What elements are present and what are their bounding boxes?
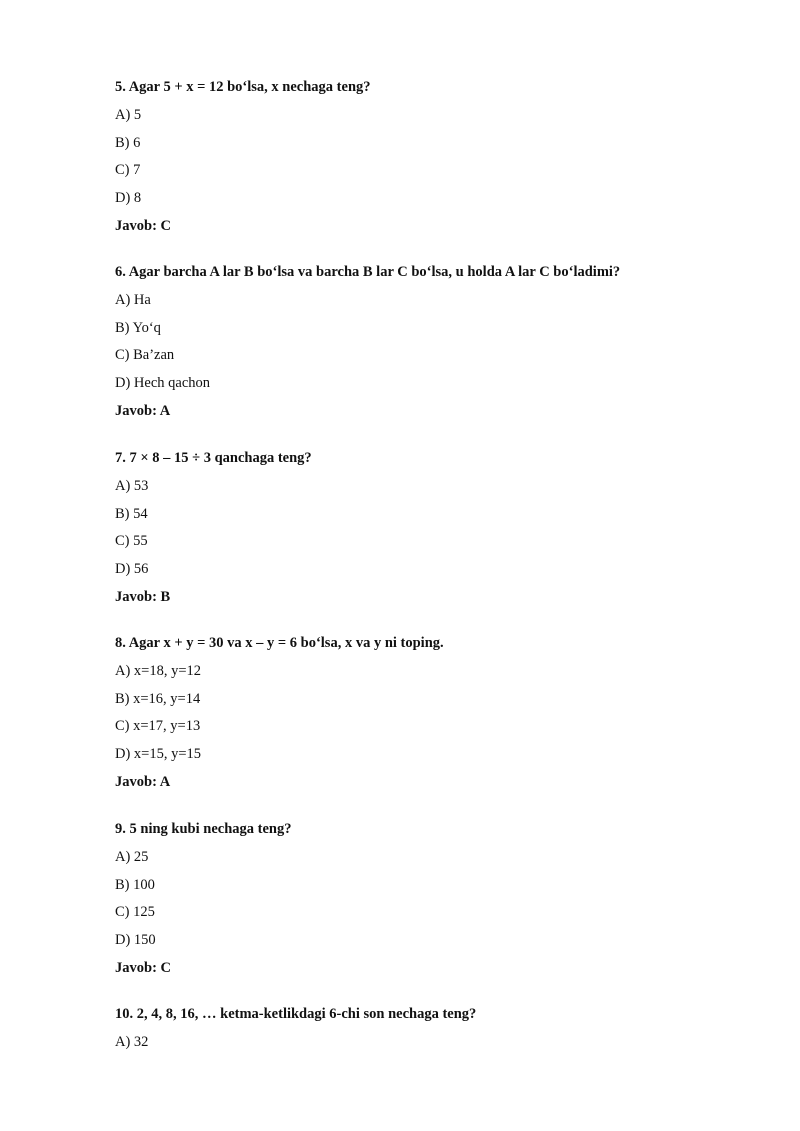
answer-option: A) 53	[115, 477, 149, 494]
answer-option: D) x=15, y=15	[115, 746, 202, 763]
answer-option: B) 54	[115, 505, 148, 522]
answer-option: A) Ha	[115, 291, 151, 308]
correct-answer: Javob: C	[115, 960, 171, 976]
correct-answer: Javob: A	[115, 403, 171, 419]
correct-answer: Javob: C	[115, 218, 171, 234]
answer-option: C) Ba’zan	[115, 347, 175, 364]
question-text: 6. Agar barcha A lar B bo‘lsa va barcha B lar C bo‘lsa, u holda A lar C bo‘ladimi?	[115, 264, 621, 280]
answer-option: C) 125	[115, 904, 155, 921]
answer-option: C) x=17, y=13	[115, 718, 201, 735]
question-text: 10. 2, 4, 8, 16, … ketma-ketlikdagi 6-chi son nechaga teng?	[115, 1006, 477, 1022]
answer-option: A) 32	[115, 1033, 149, 1050]
correct-answer: Javob: B	[115, 589, 171, 605]
answer-option: B) 100	[115, 876, 155, 893]
question-text: 9. 5 ning kubi nechaga teng?	[115, 821, 292, 837]
correct-answer: Javob: A	[115, 774, 171, 790]
answer-option: D) 56	[115, 561, 149, 578]
answer-option: B) x=16, y=14	[115, 690, 201, 707]
answer-option: B) 6	[115, 134, 141, 151]
answer-option: D) 150	[115, 932, 156, 949]
answer-option: A) 5	[115, 106, 142, 123]
question-text: 8. Agar x + y = 30 va x – y = 6 bo‘lsa, x va y ni toping.	[115, 635, 444, 651]
answer-option: C) 55	[115, 533, 148, 550]
question-text: 5. Agar 5 + x = 12 bo‘lsa, x nechaga teng?	[115, 79, 371, 95]
answer-option: A) 25	[115, 848, 149, 865]
answer-option: C) 7	[115, 162, 141, 179]
answer-option: A) x=18, y=12	[115, 662, 202, 679]
answer-option: D) 8	[115, 190, 142, 207]
answer-option: B) Yo‘q	[115, 319, 161, 336]
answer-option: D) Hech qachon	[115, 375, 211, 392]
question-text: 7. 7 × 8 – 15 ÷ 3 qanchaga teng?	[115, 450, 312, 466]
